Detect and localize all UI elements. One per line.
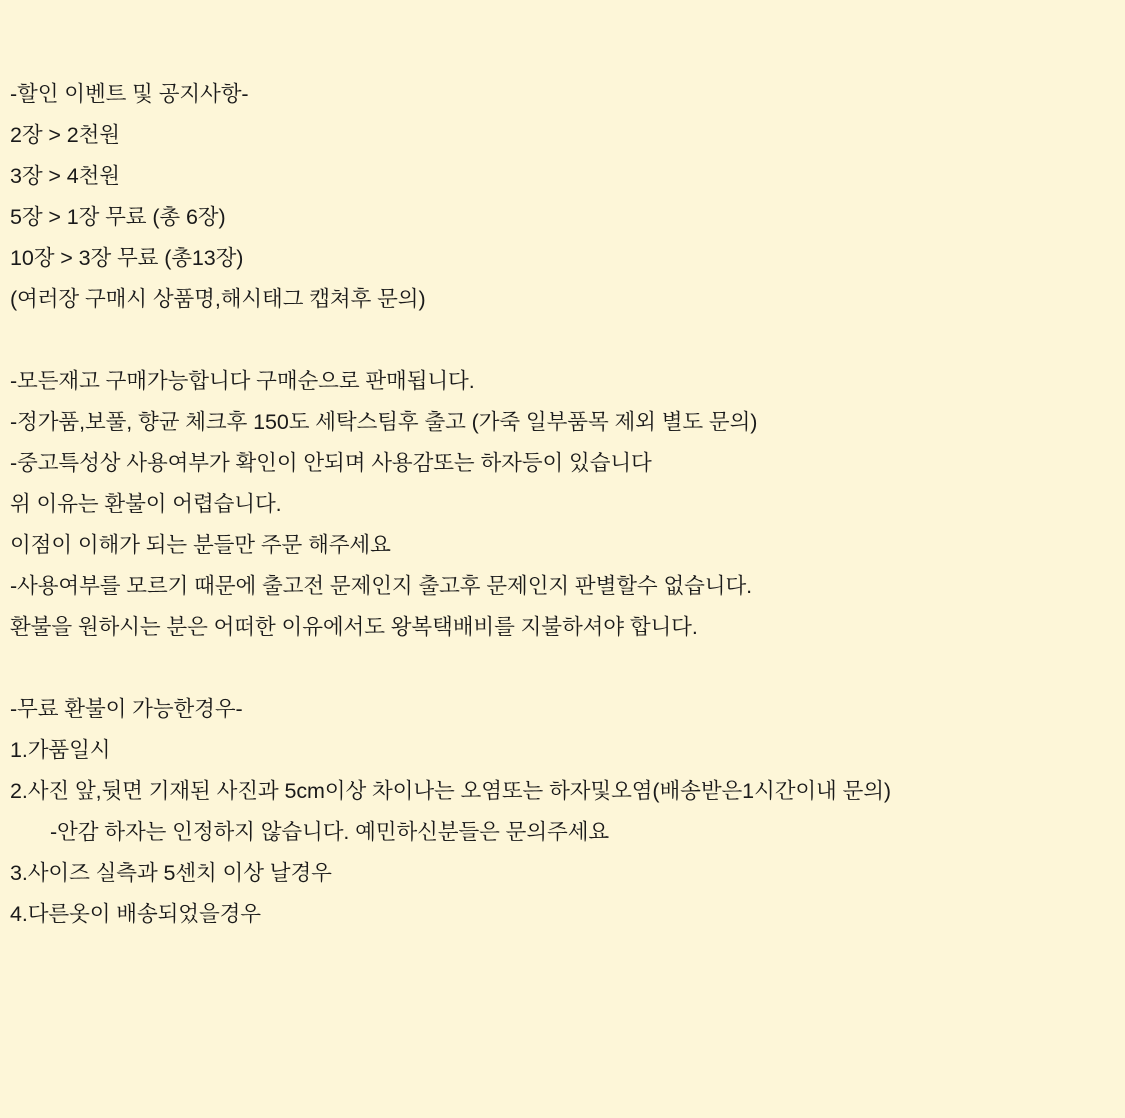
free-refund-cases-section bbox=[10, 689, 1125, 935]
notice-line: 환불을 원하시는 분은 어떠한 이유에서도 왕복택배비를 지불하셔야 합니다. bbox=[10, 615, 698, 639]
notice-line: 3장 > 4천원 bbox=[10, 164, 120, 188]
notice-line: 4.다른옷이 배송되었을경우 bbox=[10, 902, 261, 926]
notice-line: 1.가품일시 bbox=[10, 738, 111, 762]
notice-line: 이점이 이해가 되는 분들만 주문 해주세요 bbox=[10, 533, 391, 557]
notice-line: 2.사진 앞,뒷면 기재된 사진과 5cm이상 차이나는 오염또는 하자및오염(배송받은1시간이내 문의) bbox=[10, 779, 891, 803]
notice-line-sub: -안감 하자는 인정하지 않습니다. 예민하신분들은 문의주세요 bbox=[50, 820, 610, 844]
notice-line: (여러장 구매시 상품명,해시태그 캡쳐후 문의) bbox=[10, 287, 426, 311]
notice-line: 5장 > 1장 무료 (총 6장) bbox=[10, 205, 226, 229]
notice-line: 2장 > 2천원 bbox=[10, 123, 120, 147]
notice-line: 3.사이즈 실측과 5센치 이상 날경우 bbox=[10, 861, 332, 885]
notice-line: -할인 이벤트 및 공지사항- bbox=[10, 82, 249, 106]
notice-line: -무료 환불이 가능한경우- bbox=[10, 697, 243, 721]
notice-line: -모든재고 구매가능합니다 구매순으로 판매됩니다. bbox=[10, 369, 475, 393]
notice-line: -사용여부를 모르기 때문에 출고전 문제인지 출고후 문제인지 판별할수 없습니다. bbox=[10, 574, 753, 598]
section-spacer bbox=[10, 320, 1125, 361]
section-spacer bbox=[10, 648, 1125, 689]
notice-line: 위 이유는 환불이 어렵습니다. bbox=[10, 492, 282, 516]
discount-notice-section bbox=[10, 74, 1125, 320]
stock-and-condition-section bbox=[10, 361, 1125, 648]
notice-line: -중고특성상 사용여부가 확인이 안되며 사용감또는 하자등이 있습니다 bbox=[10, 451, 652, 475]
notice-line: 10장 > 3장 무료 (총13장) bbox=[10, 246, 244, 270]
notice-line: -정가품,보풀, 향균 체크후 150도 세탁스팀후 출고 (가죽 일부품목 제외 별도 문의) bbox=[10, 410, 758, 434]
